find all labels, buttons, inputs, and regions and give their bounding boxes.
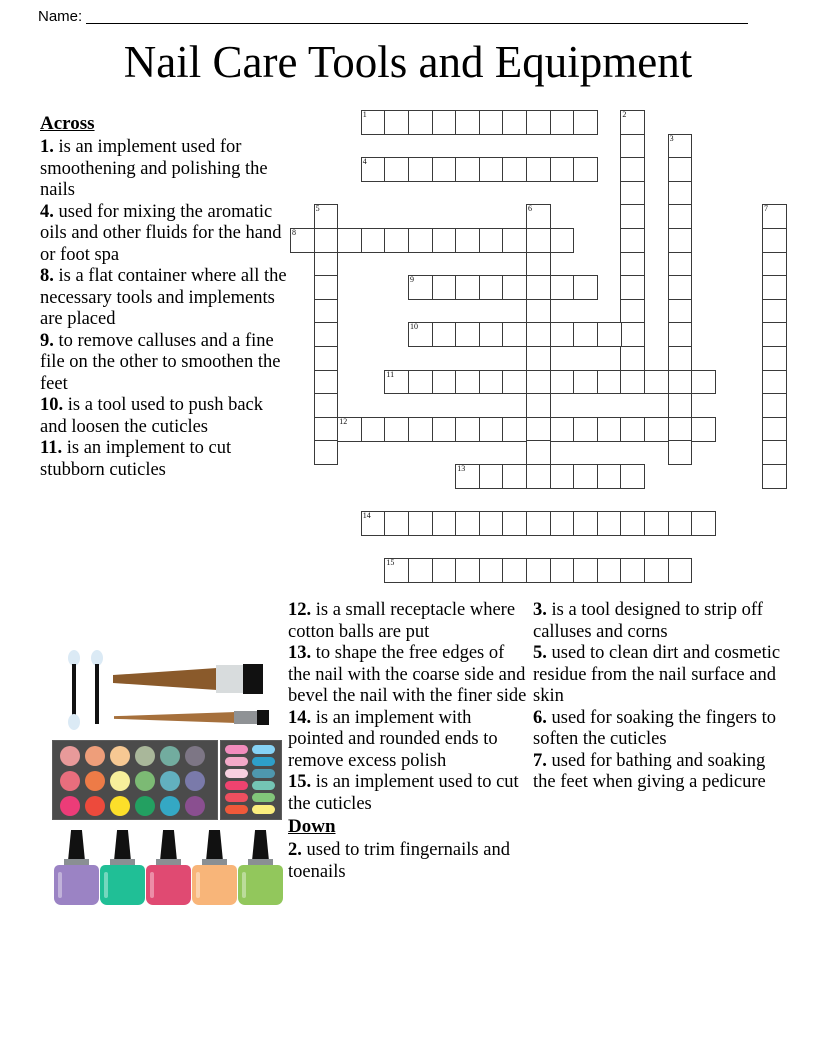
palette-pan (135, 796, 155, 816)
palette-pan (160, 746, 180, 766)
grid-cell[interactable] (762, 370, 787, 395)
grid-cell[interactable] (408, 157, 433, 182)
small-flat-brush-handle (114, 712, 236, 723)
palette-pan (252, 805, 275, 814)
clue-number: 4. (40, 201, 54, 222)
clue-item (40, 266, 292, 331)
clue-text: to remove calluses and a fine file on the other to smoothen the feet (40, 330, 281, 394)
cotton-swab-stick (95, 714, 99, 724)
grid-cell[interactable] (762, 464, 787, 489)
polish-bottle-cap (68, 830, 85, 861)
grid-cell[interactable] (479, 275, 504, 300)
grid-cell-number: 2 (622, 110, 627, 119)
grid-cell[interactable] (644, 558, 669, 583)
grid-cell[interactable] (620, 275, 645, 300)
palette-pan (85, 796, 105, 816)
grid-cell-number: 9 (410, 275, 414, 285)
grid-cell[interactable] (432, 322, 457, 347)
palette-pan (185, 771, 205, 791)
clue-text: used to clean dirt and cosmetic residue from the nail surface and skin (533, 643, 781, 706)
palette-pan (225, 805, 248, 814)
clue-item (533, 600, 783, 643)
down-heading: Down (288, 816, 336, 837)
palette-pan (85, 771, 105, 791)
grid-cell[interactable] (620, 110, 645, 135)
grid-cell[interactable] (502, 110, 527, 135)
grid-cell[interactable] (314, 370, 339, 395)
clue-text: is an implement to cut stubborn cuticles (40, 438, 232, 480)
grid-cell[interactable] (314, 228, 339, 253)
grid-cell[interactable] (668, 204, 693, 229)
clue-item (533, 751, 783, 794)
grid-cell[interactable] (550, 110, 575, 135)
grid-cell[interactable] (526, 346, 551, 371)
grid-cell[interactable] (526, 204, 551, 229)
clue-number: 2. (288, 840, 302, 860)
cotton-swab-tip (68, 714, 80, 730)
palette-pan (225, 781, 248, 790)
clue-number: 1. (40, 137, 54, 157)
grid-cell[interactable] (550, 417, 575, 442)
grid-cell[interactable] (526, 440, 551, 465)
grid-cell[interactable] (384, 228, 409, 253)
large-flat-brush-bristles (243, 664, 263, 694)
grid-cell[interactable] (432, 157, 457, 182)
clue-item (40, 331, 292, 396)
clue-text: used for soaking the fingers to soften the cuticles (533, 707, 777, 749)
palette-pan (252, 781, 275, 790)
grid-cell[interactable] (668, 181, 693, 206)
grid-cell[interactable] (361, 157, 386, 182)
grid-cell[interactable] (597, 322, 622, 347)
clue-text: is a small receptacle where cotton balls are put (288, 600, 516, 642)
grid-cell[interactable] (762, 346, 787, 371)
grid-cell[interactable] (337, 417, 362, 442)
clue-text: is an implement used to cut the cuticles (288, 772, 519, 814)
grid-cell[interactable] (620, 464, 645, 489)
page-title: Nail Care Tools and Equipment (123, 37, 693, 87)
grid-cell[interactable] (620, 322, 645, 347)
grid-cell[interactable] (526, 370, 551, 395)
clue-text: used for bathing and soaking the feet when giving a pedicure (533, 750, 766, 792)
grid-cell[interactable] (620, 204, 645, 229)
grid-cell-number: 15 (386, 558, 395, 568)
grid-cell[interactable] (573, 511, 598, 536)
grid-cell[interactable] (526, 511, 551, 536)
grid-cell[interactable] (644, 511, 669, 536)
grid-cell[interactable] (668, 252, 693, 277)
grid-cell[interactable] (502, 322, 527, 347)
grid-cell-number: 4 (362, 157, 367, 167)
grid-cell[interactable] (620, 417, 645, 442)
grid-cell-number: 14 (362, 511, 371, 521)
grid-cell-number: 11 (386, 369, 395, 379)
palette-pan (60, 796, 80, 816)
grid-cell[interactable] (479, 417, 504, 442)
grid-cell[interactable] (337, 228, 362, 253)
grid-cell[interactable] (620, 370, 645, 395)
clue-number: 7. (533, 750, 547, 771)
grid-cell[interactable] (314, 346, 339, 371)
grid-cell[interactable] (573, 370, 598, 395)
grid-cell[interactable] (479, 110, 504, 135)
grid-cell[interactable] (432, 110, 457, 135)
palette-pan (60, 746, 80, 766)
grid-cell[interactable] (408, 511, 433, 536)
palette-pan (185, 746, 205, 766)
middle-clue-column (288, 600, 528, 883)
grid-cell[interactable] (526, 228, 551, 253)
polish-bottle-shine (104, 872, 108, 898)
grid-cell[interactable] (597, 417, 622, 442)
clue-number: 8. (40, 266, 54, 286)
grid-cell[interactable] (314, 299, 339, 324)
small-flat-brush-ferrule (234, 711, 258, 724)
grid-cell-number: 5 (315, 204, 320, 214)
large-flat-brush-ferrule (216, 665, 244, 693)
grid-cell[interactable] (432, 558, 457, 583)
grid-cell[interactable] (432, 417, 457, 442)
clue-number: 15. (288, 772, 312, 792)
grid-cell[interactable] (668, 322, 693, 347)
grid-cell[interactable] (361, 228, 386, 253)
grid-cell[interactable] (573, 275, 598, 300)
grid-cell[interactable] (668, 228, 693, 253)
grid-cell[interactable] (526, 110, 551, 135)
grid-cell[interactable] (668, 299, 693, 324)
grid-cell[interactable] (455, 110, 480, 135)
clue-item (533, 708, 783, 751)
clue-item (40, 137, 292, 202)
grid-cell[interactable] (620, 299, 645, 324)
grid-cell[interactable] (762, 299, 787, 324)
grid-cell[interactable] (526, 275, 551, 300)
palette-pan (110, 746, 130, 766)
grid-cell[interactable] (668, 370, 693, 395)
grid-cell[interactable] (361, 511, 386, 536)
grid-cell[interactable] (620, 134, 645, 159)
grid-cell[interactable] (762, 440, 787, 465)
grid-cell[interactable] (479, 322, 504, 347)
palette-pan (160, 771, 180, 791)
grid-cell[interactable] (573, 464, 598, 489)
grid-cell[interactable] (502, 417, 527, 442)
clue-item (288, 772, 528, 815)
small-flat-brush-bristles (257, 710, 269, 725)
grid-cell[interactable] (314, 417, 339, 442)
grid-cell[interactable] (384, 558, 409, 583)
grid-cell[interactable] (668, 417, 693, 442)
grid-cell[interactable] (762, 393, 787, 418)
grid-cell[interactable] (384, 417, 409, 442)
palette-pan (60, 771, 80, 791)
grid-cell-number: 1 (362, 110, 367, 119)
clue-number: 13. (288, 643, 312, 663)
grid-cell[interactable] (432, 511, 457, 536)
clue-item (288, 840, 528, 883)
grid-cell[interactable] (597, 464, 622, 489)
clue-item (288, 600, 528, 643)
grid-cell[interactable] (573, 157, 598, 182)
grid-cell-number: 7 (764, 204, 768, 214)
polish-bottle-shine (150, 872, 154, 898)
palette-pan (185, 796, 205, 816)
grid-cell[interactable] (762, 275, 787, 300)
grid-cell[interactable] (408, 110, 433, 135)
clue-text: is a flat container where all the necessary tools and implements are placed (40, 266, 287, 329)
grid-cell[interactable] (384, 110, 409, 135)
grid-cell[interactable] (526, 157, 551, 182)
grid-cell[interactable] (408, 417, 433, 442)
clue-number: 12. (288, 600, 312, 620)
polish-bottle-cap (206, 830, 223, 861)
across-heading: Across (40, 113, 95, 134)
grid-cell[interactable] (361, 417, 386, 442)
clue-number: 6. (533, 707, 547, 728)
cotton-swab-stick (72, 664, 76, 716)
grid-cell[interactable] (408, 275, 433, 300)
grid-cell[interactable] (550, 157, 575, 182)
grid-cell[interactable] (455, 322, 480, 347)
grid-cell[interactable] (432, 275, 457, 300)
palette-pan (252, 793, 275, 802)
grid-cell[interactable] (479, 511, 504, 536)
cotton-swab-stick (95, 664, 99, 716)
polish-bottle-cap (114, 830, 131, 861)
grid-cell[interactable] (479, 157, 504, 182)
grid-cell-number: 6 (528, 204, 532, 214)
clue-number: 10. (40, 395, 64, 415)
grid-cell[interactable] (526, 322, 551, 347)
grid-cell[interactable] (502, 370, 527, 395)
grid-cell[interactable] (526, 393, 551, 418)
grid-cell-number: 8 (292, 228, 296, 237)
palette-pan (252, 757, 275, 766)
grid-cell[interactable] (502, 157, 527, 182)
grid-cell[interactable] (668, 558, 693, 583)
grid-cell[interactable] (668, 157, 693, 182)
grid-cell[interactable] (620, 346, 645, 371)
nail-care-tools-illustration (48, 640, 280, 902)
grid-cell[interactable] (526, 558, 551, 583)
grid-cell[interactable] (573, 322, 598, 347)
grid-cell[interactable] (314, 440, 339, 465)
name-row (38, 2, 748, 24)
grid-cell[interactable] (502, 464, 527, 489)
grid-cell[interactable] (762, 417, 787, 442)
clue-item (533, 643, 783, 708)
grid-cell[interactable] (314, 322, 339, 347)
grid-cell[interactable] (597, 370, 622, 395)
palette-pan (135, 746, 155, 766)
grid-cell[interactable] (479, 370, 504, 395)
grid-cell[interactable] (479, 464, 504, 489)
clue-text: is an implement with pointed and rounded ends to remove excess polish (288, 707, 498, 771)
clue-item (40, 202, 292, 267)
grid-cell[interactable] (479, 228, 504, 253)
palette-pan (110, 771, 130, 791)
grid-cell[interactable] (762, 252, 787, 277)
grid-cell[interactable] (314, 204, 339, 229)
grid-cell[interactable] (668, 134, 693, 159)
clue-number: 14. (288, 707, 312, 728)
palette-pan (225, 769, 248, 778)
clue-text: to shape the free edges of the nail with the coarse side and bevel the nail with the finer side (288, 643, 527, 706)
large-flat-brush-handle (113, 668, 217, 690)
grid-cell[interactable] (620, 511, 645, 536)
grid-cell[interactable] (691, 511, 716, 536)
grid-cell-number: 3 (669, 133, 674, 143)
grid-cell[interactable] (620, 181, 645, 206)
clue-text: is a tool designed to strip off calluses and corns (533, 600, 763, 642)
grid-cell[interactable] (550, 370, 575, 395)
clue-item (40, 395, 292, 438)
clue-item (288, 643, 528, 708)
grid-cell[interactable] (526, 464, 551, 489)
grid-cell[interactable] (526, 299, 551, 324)
grid-cell[interactable] (762, 204, 787, 229)
name-label: Name: (38, 8, 83, 25)
grid-cell[interactable] (620, 228, 645, 253)
grid-cell[interactable] (573, 417, 598, 442)
polish-bottle-shine (58, 872, 62, 898)
grid-cell-number: 10 (410, 322, 418, 332)
polish-bottle-shine (196, 872, 200, 898)
palette-pan (225, 793, 248, 802)
grid-cell[interactable] (620, 558, 645, 583)
grid-cell[interactable] (644, 417, 669, 442)
palette-pan (252, 769, 275, 778)
grid-cell[interactable] (408, 228, 433, 253)
grid-cell[interactable] (455, 370, 480, 395)
grid-cell[interactable] (597, 511, 622, 536)
polish-bottle-shine (242, 872, 246, 898)
clue-number: 3. (533, 600, 547, 620)
clue-number: 9. (40, 330, 54, 351)
grid-cell[interactable] (668, 440, 693, 465)
grid-cell[interactable] (384, 157, 409, 182)
grid-cell[interactable] (550, 275, 575, 300)
clue-number: 5. (533, 643, 547, 663)
palette-pan (85, 746, 105, 766)
across-clue-column (40, 112, 292, 481)
grid-cell[interactable] (384, 511, 409, 536)
clue-item (40, 438, 292, 481)
grid-cell[interactable] (479, 558, 504, 583)
grid-cell-number: 13 (457, 464, 466, 473)
grid-cell[interactable] (550, 511, 575, 536)
grid-cell[interactable] (668, 393, 693, 418)
clue-text: used for mixing the aromatic oils and other fluids for the hand or foot spa (40, 201, 282, 265)
clue-text: is a tool used to push back and loosen the cuticles (40, 395, 264, 437)
grid-cell[interactable] (455, 275, 480, 300)
grid-cell[interactable] (550, 228, 575, 253)
palette-pan (225, 757, 248, 766)
grid-cell[interactable] (573, 558, 598, 583)
polish-bottle-cap (160, 830, 177, 861)
name-blank-line[interactable] (86, 10, 748, 24)
grid-cell[interactable] (408, 370, 433, 395)
grid-cell[interactable] (314, 275, 339, 300)
grid-cell[interactable] (620, 157, 645, 182)
grid-cell[interactable] (432, 370, 457, 395)
clue-text: is an implement used for smoothening and polishing the nails (40, 137, 268, 200)
grid-cell-number: 12 (339, 416, 348, 426)
grid-cell[interactable] (455, 228, 480, 253)
palette-pan (160, 796, 180, 816)
grid-cell[interactable] (455, 558, 480, 583)
grid-cell[interactable] (691, 417, 716, 442)
grid-cell[interactable] (455, 464, 480, 489)
grid-cell[interactable] (668, 511, 693, 536)
clue-text: used to trim fingernails and toenails (288, 840, 510, 882)
palette-pan (135, 771, 155, 791)
grid-cell[interactable] (384, 370, 409, 395)
clue-number: 11. (40, 438, 63, 458)
grid-cell[interactable] (408, 322, 433, 347)
polish-bottle-cap (252, 830, 269, 861)
grid-cell[interactable] (432, 228, 457, 253)
grid-cell[interactable] (455, 511, 480, 536)
grid-cell[interactable] (550, 322, 575, 347)
right-clue-column (533, 600, 783, 794)
grid-cell[interactable] (502, 558, 527, 583)
grid-cell[interactable] (502, 511, 527, 536)
grid-cell[interactable] (314, 252, 339, 277)
palette-pan (225, 745, 248, 754)
grid-cell[interactable] (408, 558, 433, 583)
grid-cell[interactable] (668, 346, 693, 371)
grid-cell[interactable] (361, 110, 386, 135)
clue-item (288, 708, 528, 773)
palette-pan (110, 796, 130, 816)
grid-cell[interactable] (502, 275, 527, 300)
grid-cell[interactable] (314, 393, 339, 418)
grid-cell[interactable] (502, 228, 527, 253)
grid-cell[interactable] (620, 252, 645, 277)
grid-cell[interactable] (762, 322, 787, 347)
grid-cell[interactable] (290, 228, 315, 253)
grid-cell[interactable] (668, 275, 693, 300)
grid-cell[interactable] (644, 370, 669, 395)
grid-cell[interactable] (455, 417, 480, 442)
grid-cell[interactable] (550, 464, 575, 489)
grid-cell[interactable] (526, 417, 551, 442)
grid-cell[interactable] (455, 157, 480, 182)
grid-cell[interactable] (550, 558, 575, 583)
grid-cell[interactable] (691, 370, 716, 395)
grid-cell[interactable] (762, 228, 787, 253)
grid-cell[interactable] (526, 252, 551, 277)
grid-cell[interactable] (597, 558, 622, 583)
palette-pan (252, 745, 275, 754)
grid-cell[interactable] (573, 110, 598, 135)
